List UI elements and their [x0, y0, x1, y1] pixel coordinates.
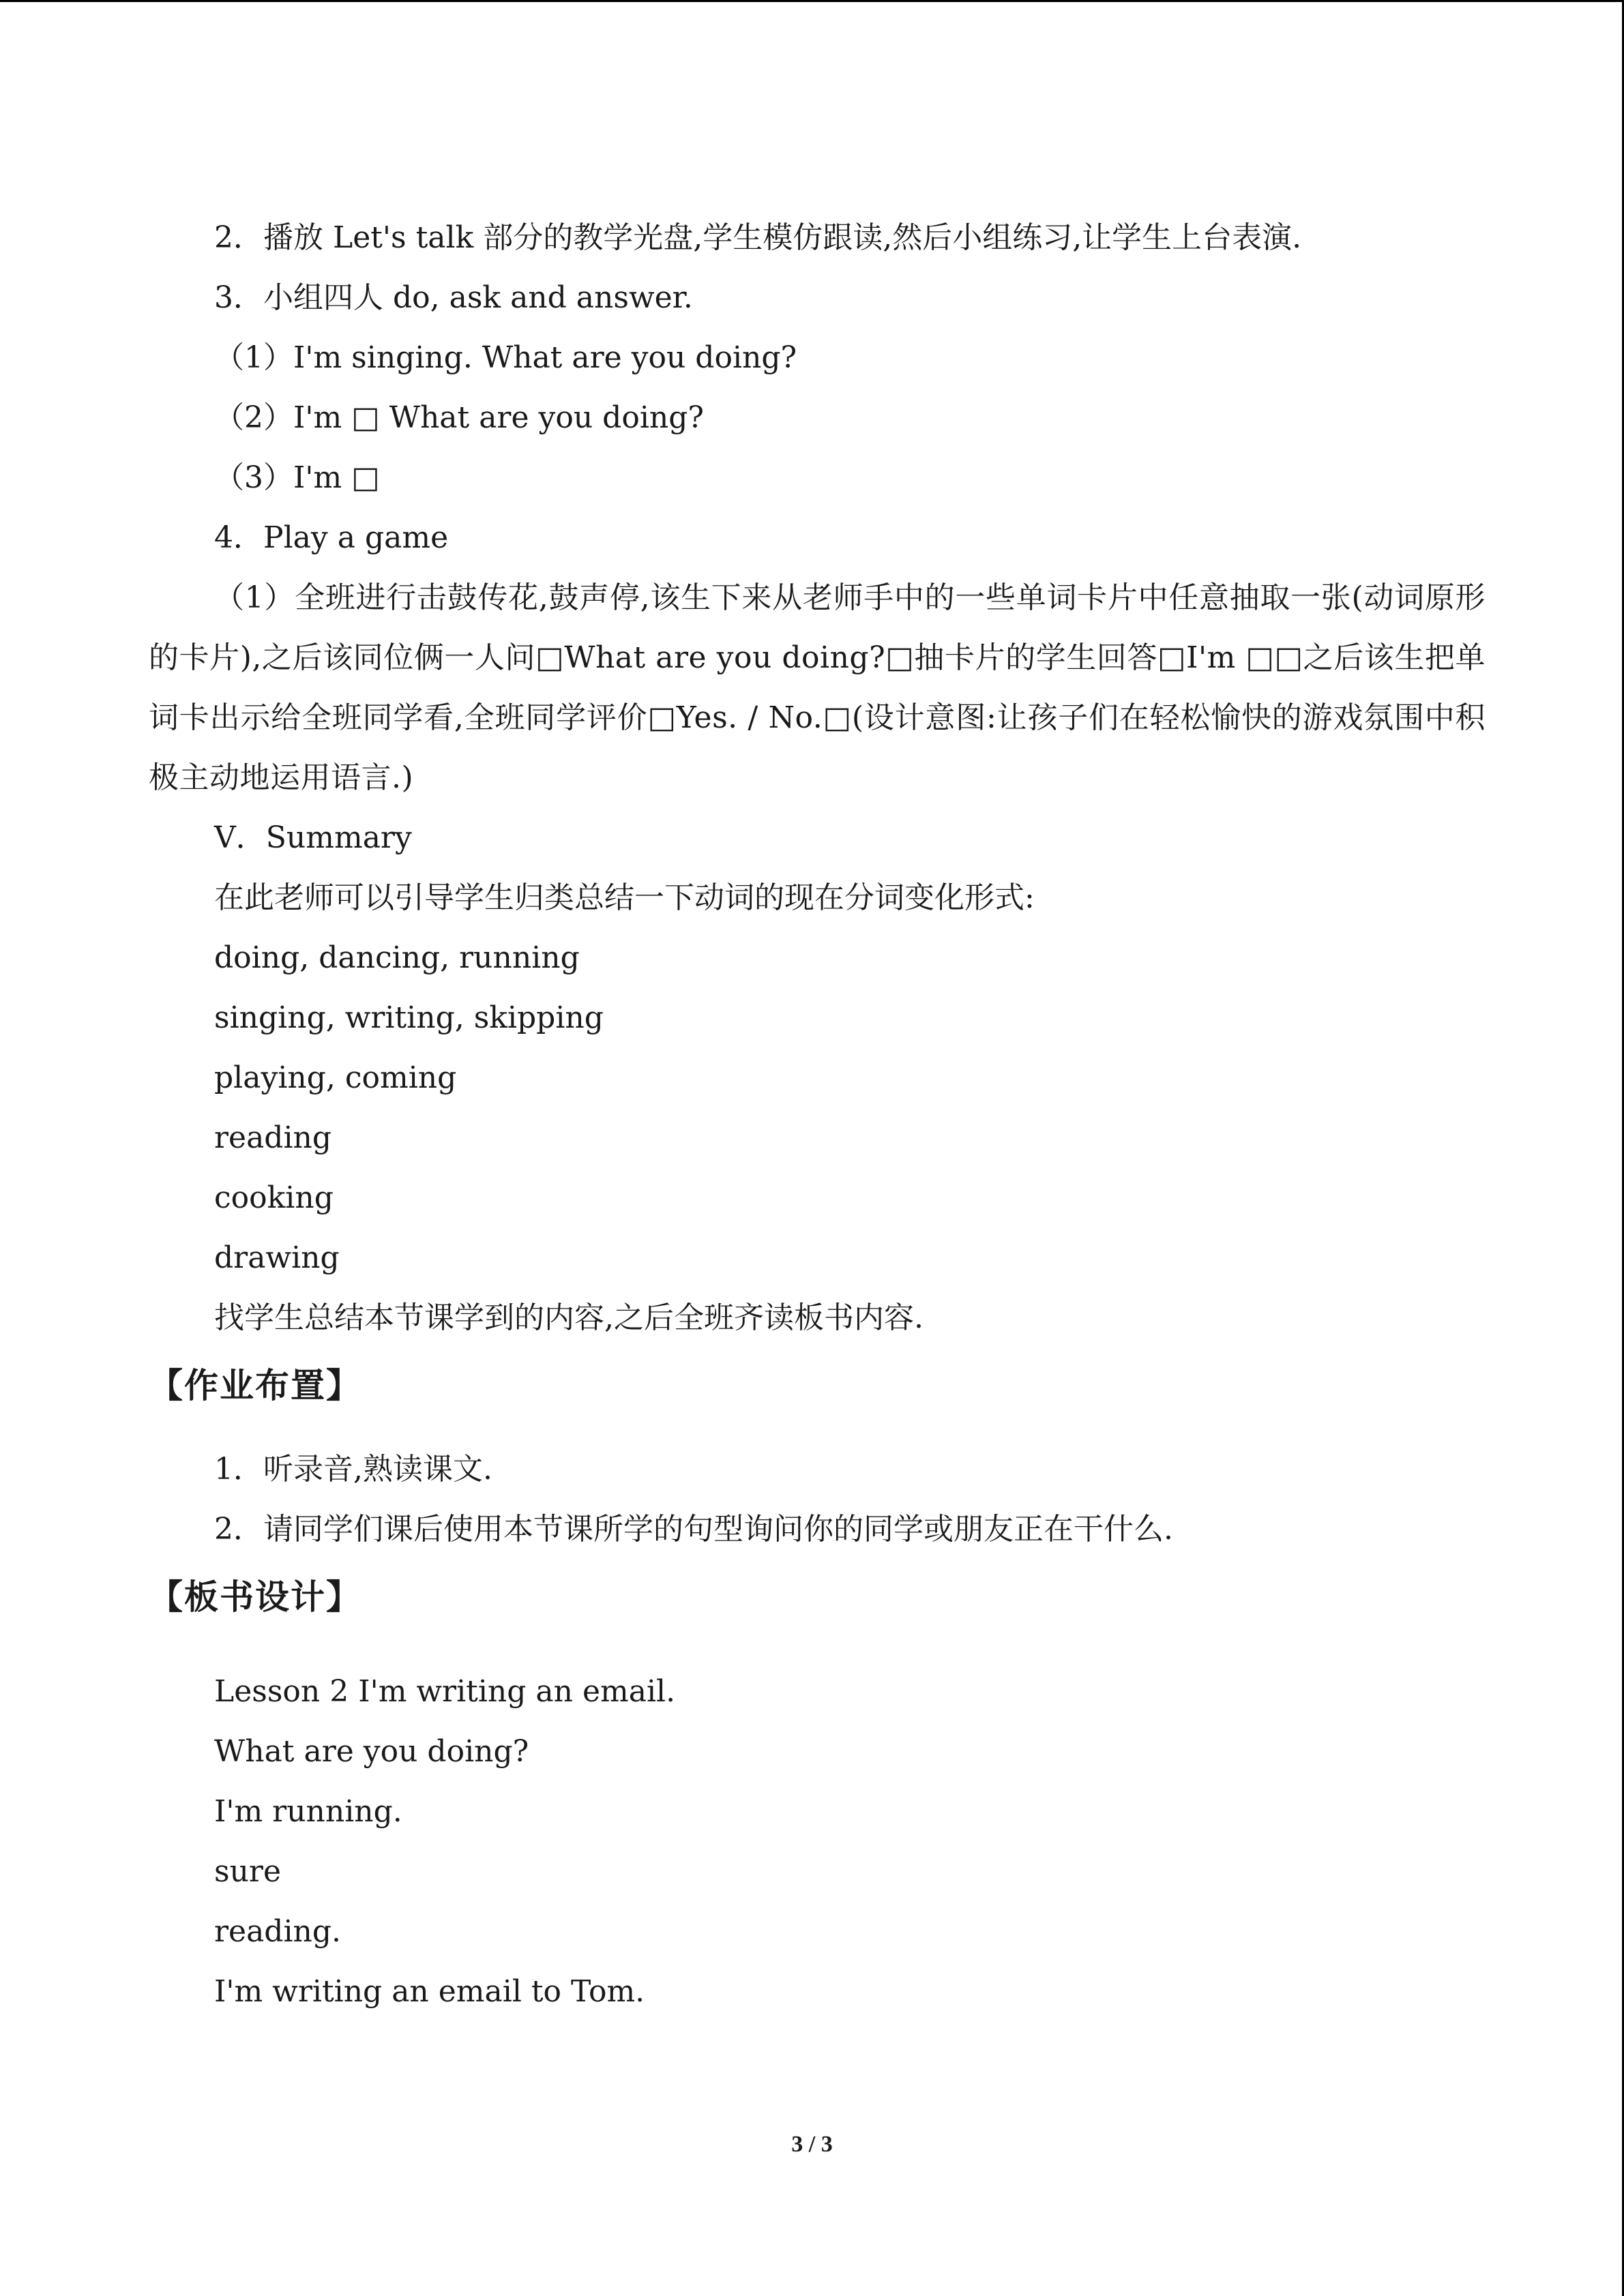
- summary-form-6: drawing: [214, 1240, 340, 1275]
- board-line-5: reading.: [214, 1914, 342, 1949]
- spacer: [149, 1423, 1486, 1440]
- homework-item-1: 1．听录音,熟读课文.: [214, 1452, 492, 1487]
- step-3-sub-1: （1）I'm singing. What are you doing?: [214, 340, 797, 375]
- summary-form-1: doing, dancing, running: [214, 940, 580, 975]
- board-line-3: I'm running.: [214, 1794, 402, 1829]
- document-body: [149, 208, 1486, 2022]
- board-line-4: sure: [214, 1854, 281, 1889]
- summary-form-2: singing, writing, skipping: [214, 1000, 604, 1035]
- step-2-text: 2．播放 Let's talk 部分的教学光盘,学生模仿跟读,然后小组练习,让学生上台表演.: [214, 220, 1302, 255]
- summary-form-4: reading: [214, 1120, 332, 1155]
- homework-heading: 【作业布置】: [149, 1366, 361, 1405]
- step-4-text: 4．Play a game: [214, 520, 449, 555]
- summary-intro: 在此老师可以引导学生归类总结一下动词的现在分词变化形式:: [214, 880, 1035, 915]
- step-3-sub-3: （3）I'm □: [214, 460, 380, 495]
- homework-item-2: 2．请同学们课后使用本节课所学的句型询问你的同学或朋友正在干什么.: [214, 1512, 1173, 1547]
- spacer: [149, 1635, 1486, 1662]
- page-number: 3 / 3: [791, 2132, 833, 2157]
- game-description-paragraph: （1）全班进行击鼓传花,鼓声停,该生下来从老师手中的一些单词卡片中任意抽取一张(动词原形的卡片),之后该同位俩一人问□What are you doing?□抽卡片的学生回答□I'm □□之后该生把单词卡出示给全班同学看,全班同学评价□Yes. / No.□(设计意图:让孩子们在轻松愉快的游戏氛围中积极主动地运用语言.): [149, 580, 1486, 795]
- summary-closing: 找学生总结本节课学到的内容,之后全班齐读板书内容.: [214, 1300, 924, 1335]
- step-3-text: 3．小组四人 do, ask and answer.: [214, 280, 693, 315]
- step-3-sub-2: （2）I'm □ What are you doing?: [214, 400, 704, 435]
- summary-form-5: cooking: [214, 1180, 334, 1215]
- summary-title: Ⅴ．Summary: [214, 820, 412, 855]
- summary-form-3: playing, coming: [214, 1060, 457, 1095]
- board-design-heading: 【板书设计】: [149, 1577, 361, 1617]
- board-line-1: Lesson 2 I'm writing an email.: [214, 1674, 676, 1709]
- board-line-2: What are you doing?: [214, 1734, 529, 1769]
- board-line-6: I'm writing an email to Tom.: [214, 1974, 645, 2009]
- page-top-border: [0, 0, 1624, 2]
